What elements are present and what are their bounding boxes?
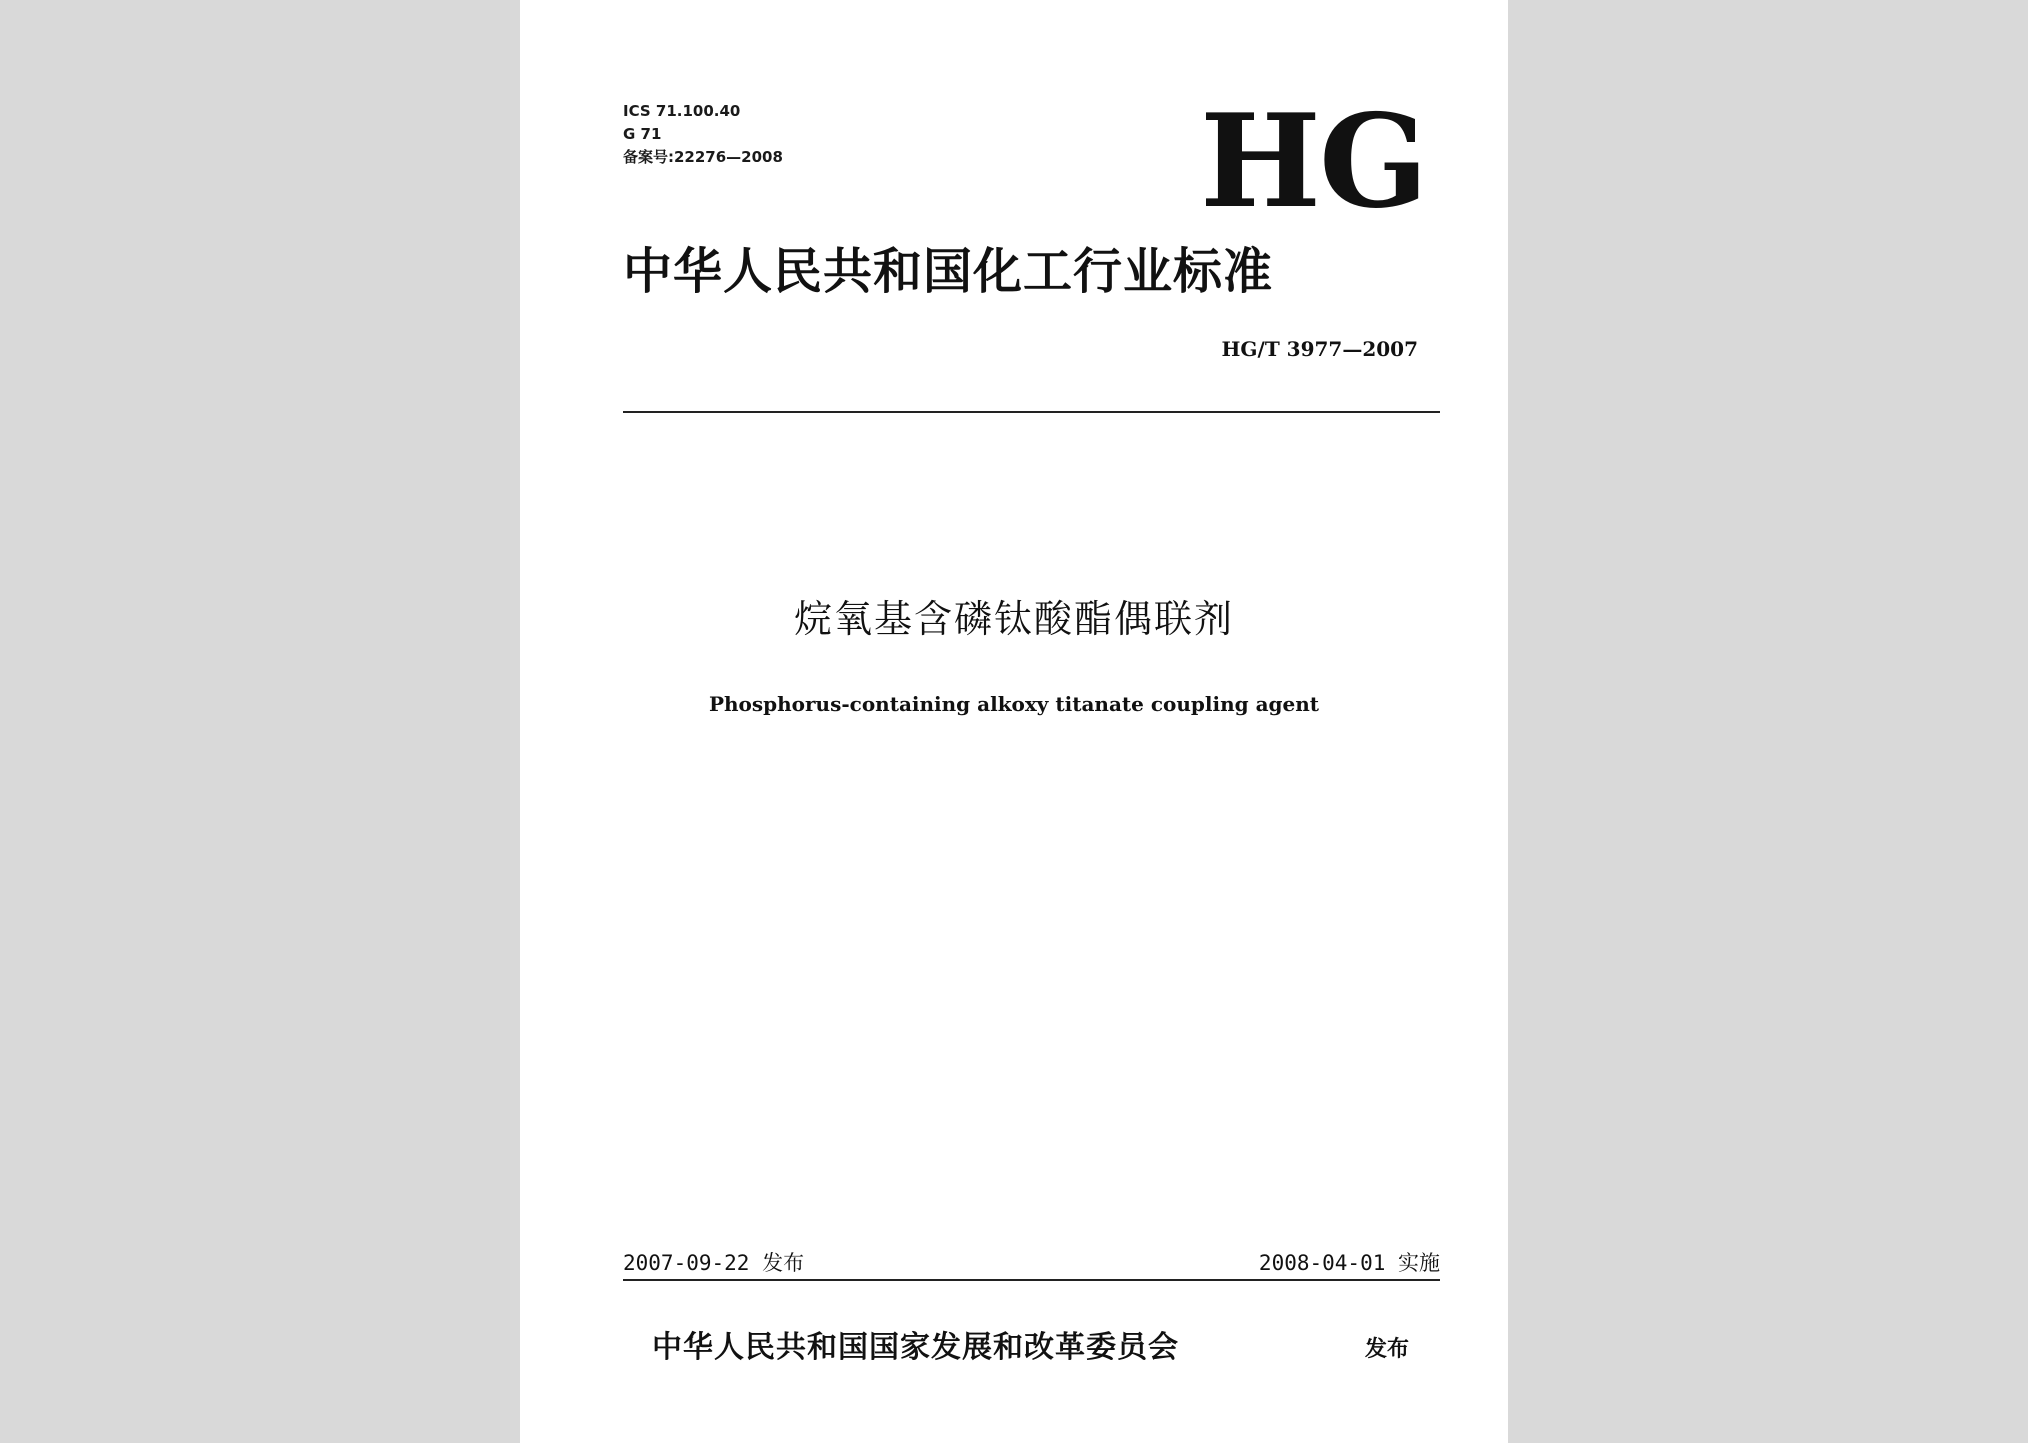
filing-number: 备案号:22276—2008 (623, 148, 783, 166)
bottom-divider (623, 1279, 1440, 1281)
issue-date: 2007-09-22 发布 (623, 1251, 805, 1275)
standard-title: 中华人民共和国化工行业标准 (623, 243, 1274, 300)
publisher-name: 中华人民共和国国家发展和改革委员会 (652, 1330, 1179, 1365)
document-page (520, 0, 1508, 1443)
document-title-en: Phosphorus-containing alkoxy titanate coupling agent (708, 692, 1320, 716)
document-title-cn: 烷氧基含磷钛酸酯偶联剂 (793, 597, 1234, 641)
publisher-action: 发布 (1365, 1337, 1410, 1362)
top-divider (623, 411, 1440, 413)
classification-codes (623, 100, 783, 169)
implementation-date: 2008-04-01 实施 (1258, 1251, 1440, 1275)
ccs-code: G 71 (623, 125, 662, 143)
ics-code: ICS 71.100.40 (623, 102, 741, 120)
standard-number: HG/T 3977—2007 (1221, 337, 1418, 361)
hg-logo: HG (1200, 87, 1427, 237)
